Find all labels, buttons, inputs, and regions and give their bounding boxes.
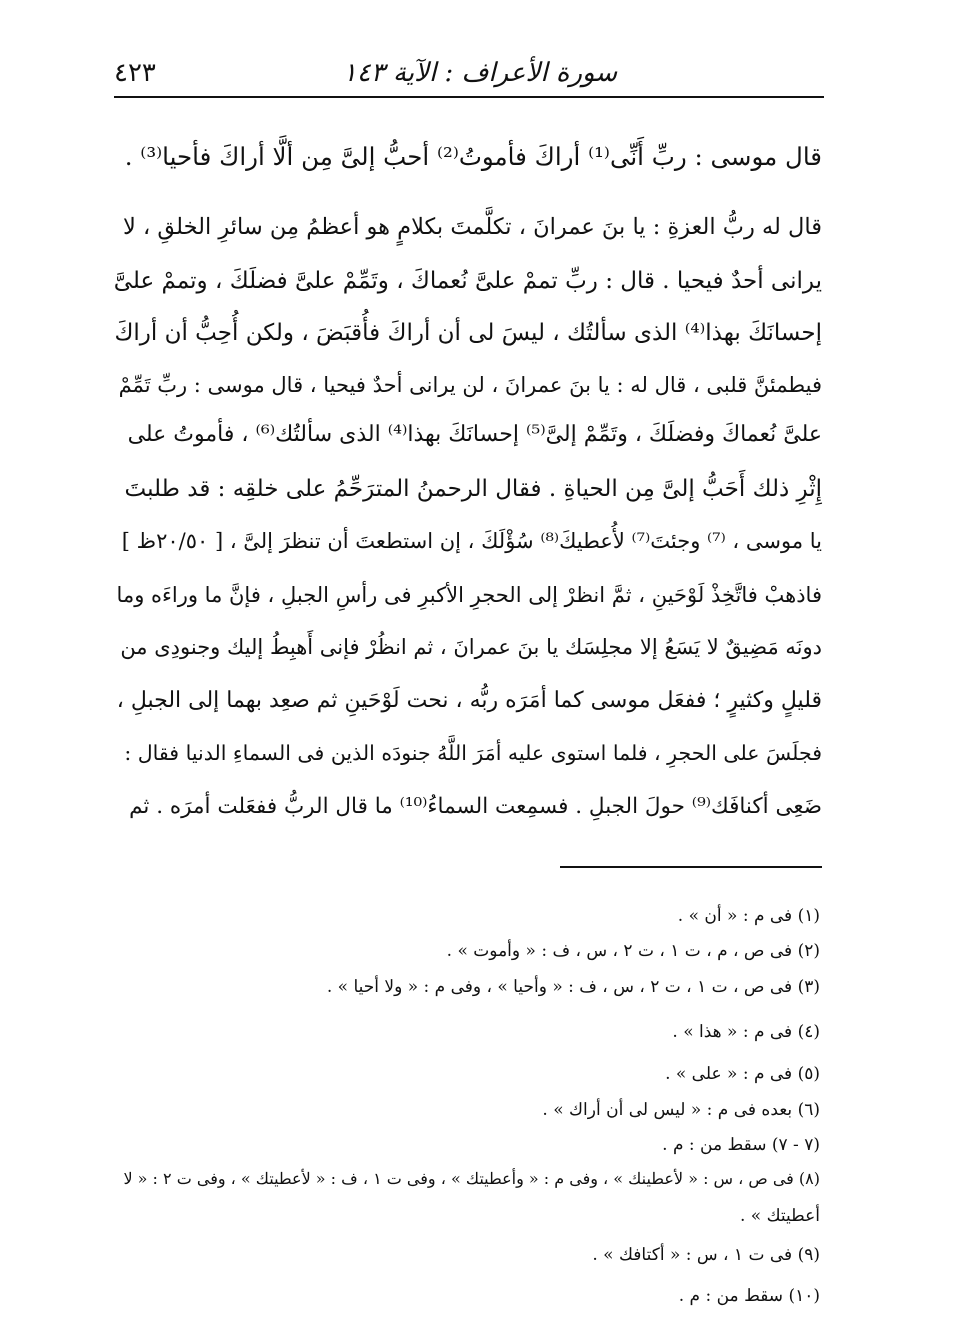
footnote-9: (٩) فى ت ١ ، س : « أكتافك » . bbox=[592, 1245, 820, 1265]
body-line-5: فيطمئنَّ قلبى ، قال له : يا بنَ عمرانَ ، لن يرانى أحدٌ فيحيا ، قال موسى : ربِّ تَمِّمْ bbox=[118, 373, 822, 397]
body-line-11: قليلٍ وكثيرٍ ؛ ففعَل موسى كما أمَرَه ربُّه ، نحت لَوْحَينِ ثم صعِد بهما إلى الجبلِ ، bbox=[116, 688, 822, 713]
footnote-2: (٢) فى ص ، م ، ت ١ ، ت ٢ ، س ، ف : « وأموت » . bbox=[446, 941, 820, 961]
footnote-4: (٤) فى م : « هذا » . bbox=[672, 1022, 820, 1042]
body-line-13: ضَعِى أكنافَك⁽⁹⁾ حولَ الجبلِ . فسمِعت السماءُ⁽¹⁰⁾ ما قال الربُّ ففعَلت أمرَه . ثم bbox=[129, 794, 822, 819]
footnote-1: (١) فى م : « أن » . bbox=[677, 906, 820, 926]
body-line-12: فجلَسَ على الحجرِ ، فلما استوى عليه أمَرَ اللَّهُ جنودَه الذين فى السماءِ الدنيا فقال : bbox=[124, 741, 822, 765]
header-rule bbox=[114, 96, 824, 98]
footnote-8-continued: أعطيتك » . bbox=[739, 1206, 820, 1226]
body-line-10: دونَه مَضِيقٌ لا يَسَعُ إلا مجلِسَك يا بنَ عمرانَ ، ثم انظُرْ فإنى أَهبِطُ إليك وجنودِى من bbox=[120, 635, 822, 659]
body-line-2: قال له ربُّ العزةِ : يا بنَ عمرانَ ، تكلَّمتَ بكلامٍ هو أعظمُ مِن سائرِ الخلقِ ، لا bbox=[122, 214, 822, 240]
footnote-6: (٦) بعده فى م : « ليس لى أن أراك » . bbox=[542, 1100, 820, 1120]
footnote-5: (٥) فى م : « على » . bbox=[665, 1064, 820, 1084]
body-line-8: يا موسى ، ⁽⁷⁾ وجئتَ⁽⁷⁾ لأُعطيكَ⁽⁸⁾ سُؤْلَكَ ، إن استطعتَ أن تنظرَ إلىَّ ، [ ٢٠/٥٠ظ ] bbox=[121, 529, 822, 553]
body-line-4: إحسانَكَ بهذا⁽⁴⁾ الذى سألتُك ، ليسَ لى أن أراكَ فأُقبَضَ ، ولكن أُحِبُّ أن أراكَ bbox=[114, 320, 822, 346]
page-number: ٤٢٣ bbox=[114, 58, 156, 88]
running-header-title: سورة الأعراف : الآية ١٤٣ bbox=[342, 58, 618, 88]
body-line-3: يرانى أحدٌ فيحيا . قال : ربِّ تممْ علىَّ نُعماكَ ، وتَمِّمْ علىَّ فضلَكَ ، وتممْ علىَّ bbox=[113, 268, 822, 294]
footnote-3: (٣) فى ص ، ت ١ ، ت ٢ ، س ، ف : « وأحيا » ، وفى م : « ولا أحيا » . bbox=[326, 977, 820, 997]
footnote-10: (١٠) سقط من : م . bbox=[678, 1286, 820, 1306]
body-line-6: علىَّ نُعماكَ وفضلَكَ ، وتَمِّمْ إلىَّ⁽⁵⁾ إحسانَكَ بهذا⁽⁴⁾ الذى سألتُك⁽⁶⁾ ، فأموتُ على bbox=[127, 422, 822, 447]
footnote-rule bbox=[560, 866, 822, 868]
body-line-9: فاذهبْ فاتَّخِذْ لَوْحَينِ ، ثمَّ انظرْ إلى الحجرِ الأكبرِ فى رأسِ الجبلِ ، فإنَّ ما وراءَه وما bbox=[116, 583, 822, 607]
body-line-1: قال موسى : ربِّ أَنِّى⁽¹⁾ أراكَ فأموتُ⁽²⁾ أحبُّ إلىَّ مِن ألَّا أراكَ فأحيا⁽³⁾ . bbox=[124, 142, 822, 171]
body-line-7: إِثْرِ ذلك أَحَبُّ إلىَّ مِن الحياةِ . فقال الرحمنُ المترَحِّمُ على خلقِه : قد طلبتَ bbox=[124, 476, 822, 502]
footnote-7: (٧ - ٧) سقط من : م . bbox=[662, 1135, 820, 1155]
footnote-8: (٨) فى ص ، س : « لأعطينك » ، وفى م : « وأعطيتك » ، وفى ت ١ ، ف : « لأعطيتك » ، وفى ت ٢ : « لا bbox=[123, 1169, 820, 1188]
